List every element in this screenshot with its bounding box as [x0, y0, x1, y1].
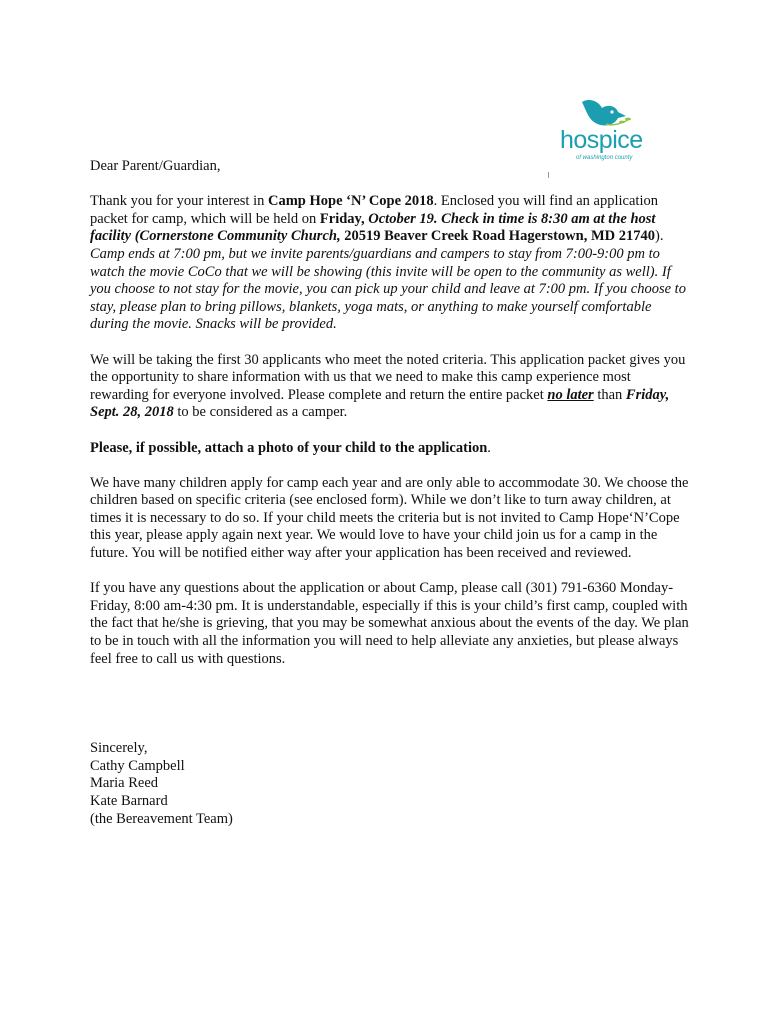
text: We will be taking the first 30 applicants who meet the noted criteria. This application packet gives you the opportunity to share information with us that we need to make this camp experience most rewarding for everyone involved. Please complete and return the entire packet	[90, 351, 686, 403]
day: Friday,	[319, 210, 365, 227]
paragraph-contact: If you have any questions about the application or about Camp, please call (301) 791-6360 Monday-Friday, 8:00 am-4:30 pm. It is understandable, especially if this is your child’s first camp, coupled with the fact that he/she is grieving, that you may be somewhat anxious about the events of the day. We plan to be in touch with all the information you will need to help alleviate any anxieties, but please always feel free to call us with questions.	[90, 580, 689, 667]
signer: Kate Barnard	[90, 793, 168, 809]
date-and-checkin: October 19. Check in time is 8:30 am at the host facility (Cornerstone Community Church,	[90, 210, 656, 245]
signature-block	[90, 740, 690, 828]
letter-body	[90, 158, 690, 828]
no-later: no later	[547, 386, 594, 403]
paragraph-intro	[90, 193, 690, 334]
logo-wordmark: hospice	[560, 126, 643, 154]
deadline: Friday, Sept. 28, 2018	[90, 386, 670, 421]
paragraph-applicants	[90, 352, 690, 422]
logo-tagline: of washington county	[576, 155, 633, 161]
text: . Enclosed you will find an application packet for camp, which will be held on	[90, 193, 658, 227]
paragraph-photo	[90, 440, 690, 458]
text: Thank you for your interest in	[90, 193, 268, 210]
signer: Cathy Campbell	[90, 757, 185, 774]
text: to be considered as a camper.	[173, 404, 348, 421]
movie-note: Camp ends at 7:00 pm, but we invite parents/guardians and campers to stay from 7:00-9:00 pm to watch the movie CoCo that we will be showing (this invite will be open to the community as well). If you choose to not stay for the movie, you can pick up your child and leave at 7:00 pm. If you choose to stay, please plan to bring pillows, blankets, yoga mats, or anything to make yourself comfortable during the movie. Snacks will be provided.	[90, 245, 686, 333]
signer: Maria Reed	[90, 775, 159, 792]
paragraph-selection: We have many children apply for camp each year and are only able to accommodate 30. We choose the children based on specific criteria (see enclosed form). While we don’t like to turn away children, at times it is necessary to do so. If your child meets the criteria but is not invited to Camp Hope‘N’Cope this year, please apply again next year. We would love to have your child join us for a camp in the future. You will be notified either way after your application has been received and reviewed.	[90, 474, 689, 562]
text: than	[593, 386, 626, 403]
closing: Sincerely,	[90, 740, 148, 757]
photo-request: Please, if possible, attach a photo of your child to the application	[90, 439, 488, 456]
camp-name: Camp Hope ‘N’ Cope 2018	[268, 193, 434, 210]
text: ).	[654, 228, 664, 245]
text: .	[487, 439, 491, 456]
greeting: Dear Parent/Guardian,	[90, 158, 221, 174]
address: 20519 Beaver Creek Road Hagerstown, MD 21740	[340, 228, 655, 245]
signer: (the Bereavement Team)	[90, 810, 233, 827]
